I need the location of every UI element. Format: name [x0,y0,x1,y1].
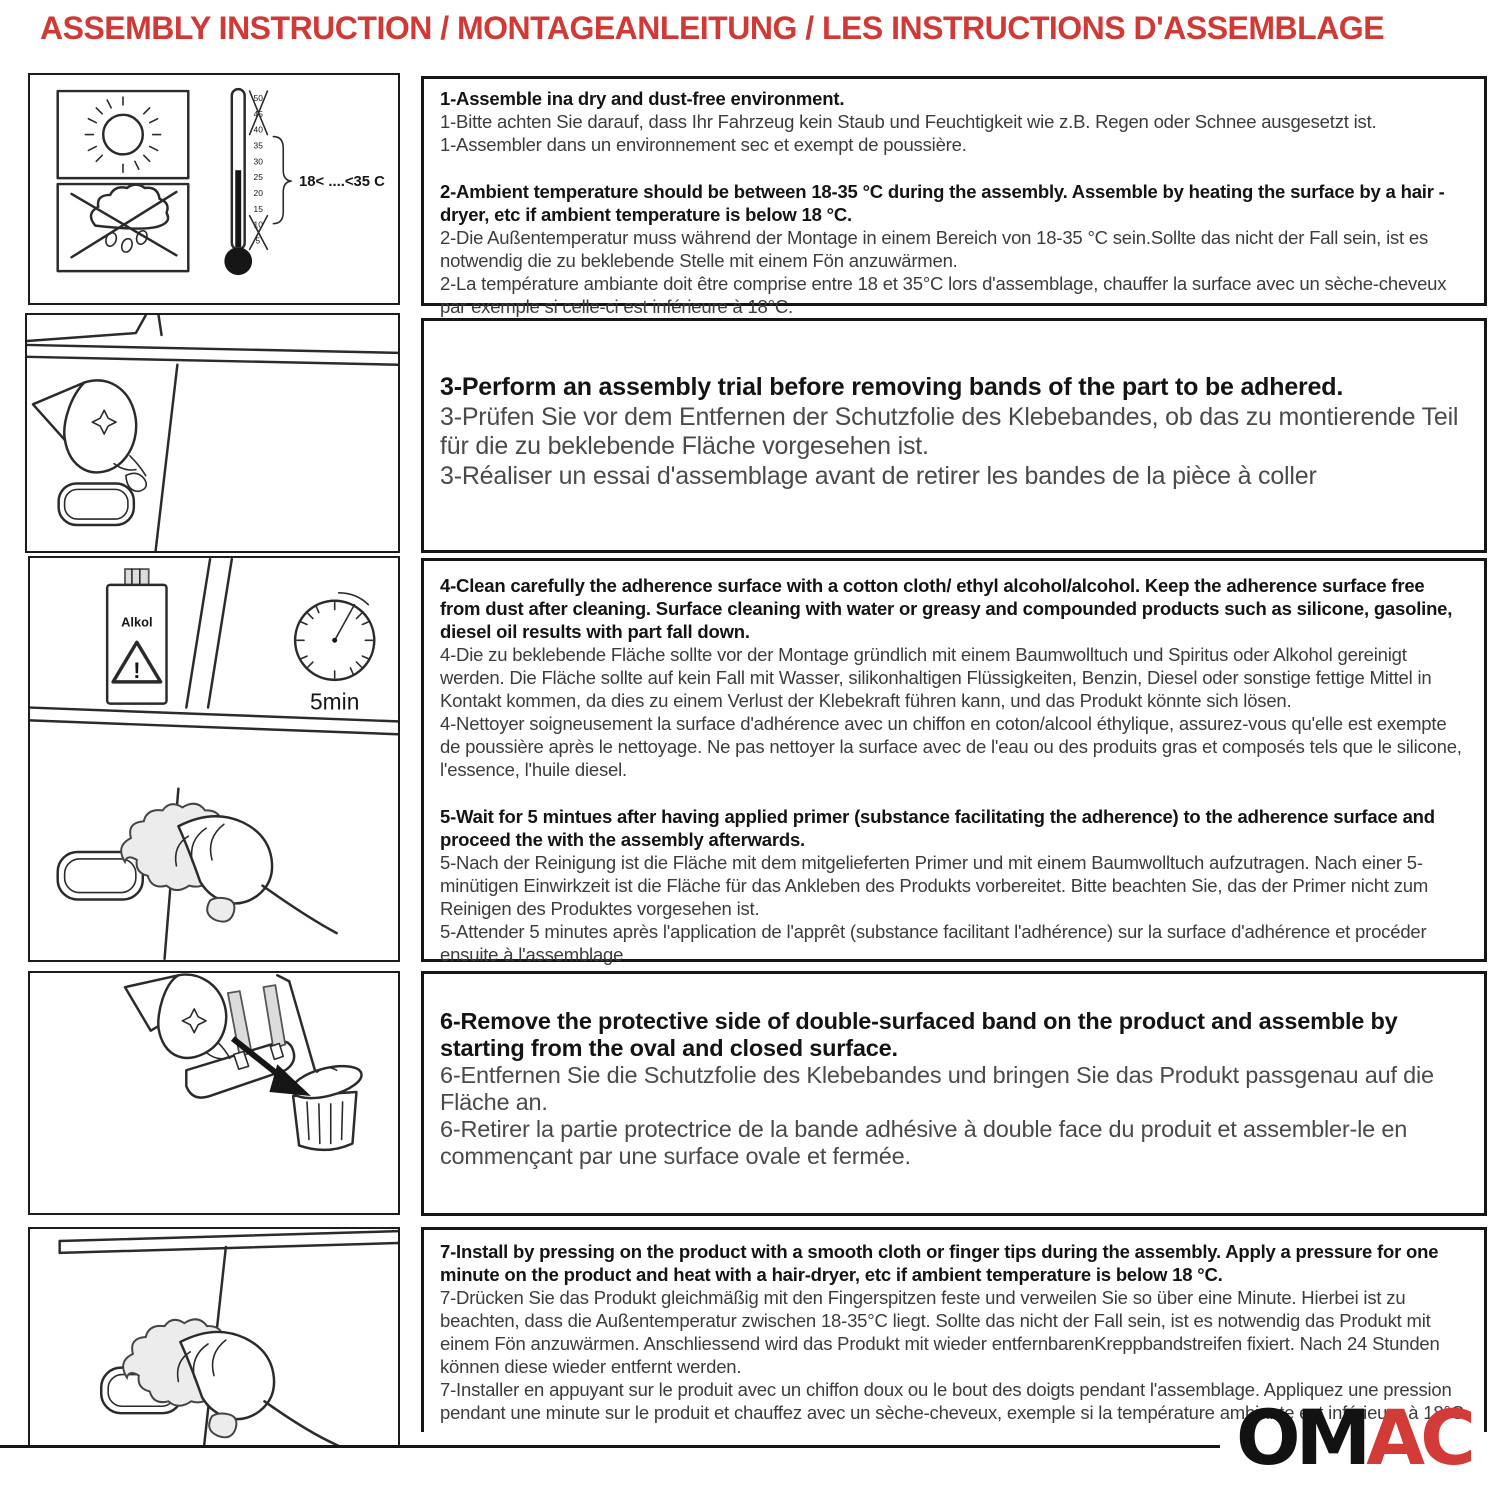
step1-fr: 1-Assembler dans un environnement sec et exempt de poussière. [440,134,967,155]
illustration-clean-surface [28,556,400,962]
trash-can-icon [289,1060,365,1150]
svg-text:25: 25 [253,172,263,183]
step4-fr: 4-Nettoyer soigneusement la surface d'adhérence avec un chiffon en coton/alcool éthylique, assurez-vous qu'elle est exempte de poussière après le nettoyage. Ne pas nettoyer la surface avec de l'eau ou des produits gras et composés tels que le silicone, l'essence, l'huile diesel. [440,713,1462,780]
wait-time-label: 5min [310,688,360,715]
step2-en: 2-Ambient temperature should be between 18-35 °C during the assembly. Assemble by heating the surface by a hair -dryer, etc if ambient temperature is below 18 °C. [440,181,1445,225]
door-handle-sketch [58,852,143,899]
thermometer-scale [254,93,264,245]
temperature-range-label: 18< ....<35 C [299,174,385,191]
svg-text:10: 10 [253,219,263,230]
arm-line [262,886,336,933]
step1-en: 1-Assemble ina dry and dust-free environment. [440,88,845,109]
illustration-environment-temperature [28,73,400,305]
adhesive-strip [263,985,285,1048]
step4-en: 4-Clean carefully the adherence surface with a cotton cloth/ ethyl alcohol/alcohol. Keep the adherence surface free from dust after cleaning. Surface cleaning with water or greasy and compounded products such as silicone, gasoline, diesel oil results with part fall down. [440,575,1453,642]
instructions-steps-4-5 [421,558,1487,965]
door-trial-sketch [27,315,398,551]
step4-de: 4-Die zu beklebende Fläche sollte vor der Montage gründlich mit einem Baumwolltuch und Spiritus oder Alkohol gereinigt werden. Die Fläche sollte auf kein Fall mit Wasser, silikonhaltigen Flüssigkeiten, Benzin, Diesel oder sonstige fettige Mittel in Kontakt kommen, da dies zu einem Verlust der Klebekraft führen kann, und das Produkt könnte sich lösen. [440,644,1432,711]
alcohol-bottle-icon [107,569,166,704]
clock-icon [295,593,374,680]
hand-sketch [125,975,230,1059]
step6-fr: 6-Retirer la partie protectrice de la bande adhésive à double face du produit et assembler-le en commençant par une surface ovale et fermée. [440,1116,1408,1169]
step3-fr: 3-Réaliser un essai d'assemblage avant de retirer les bandes de la pièce à coller [440,461,1317,490]
step7-de: 7-Drücken Sie das Produkt gleichmäßig mit den Fingerspitzen feste und verweilen Sie so über eine Minute. Hierbei ist zu beachten, dass die Außentemperatur zwischen 18-35°C liegt. Sollte das nicht der Fall sein, ist es notwendig das Produkt mit einem Fön anzuwärmen. Anschliessend wird das Produkt mit wieder entfernbarenKreppbandstreifen fixiert. Nach 24 Stunden können diese wieder entfernt werden. [440,1287,1440,1377]
bottle-label: Alkol [121,614,153,630]
hand-sketch [33,380,146,491]
svg-text:45: 45 [253,108,263,119]
omac-logo [1236,1393,1471,1482]
illustration-assembly-trial [25,313,400,553]
svg-text:15: 15 [253,203,263,214]
omac-logo-red: AC [1366,1393,1471,1482]
svg-text:50: 50 [253,92,263,103]
svg-text:20: 20 [253,187,263,198]
step3-de: 3-Prüfen Sie vor dem Entfernen der Schutzfolie des Klebebandes, ob das zu montierende Teil für die zu beklebende Fläche vorgesehen ist. [440,402,1459,460]
warning-exclamation: ! [133,657,141,683]
door-handle-sketch [59,483,134,525]
svg-text:30: 30 [253,156,263,167]
step7-en: 7-Install by pressing on the product with a smooth cloth or finger tips during the assembly. Apply a pressure for one minute on the product and heat with a hair-dryer, etc if ambient temperature is below 18 °C. [440,1241,1439,1285]
svg-text:5: 5 [255,235,261,246]
instructions-steps-1-2 [421,76,1487,317]
hand-with-cloth-sketch [123,1319,339,1445]
step5-fr: 5-Attender 5 minutes après l'application de l'apprêt (substance facilitant l'adhérence) sur la surface d'adhérence et procéder ensuite à l'assemblage [440,921,1427,965]
step6-de: 6-Entfernen Sie die Schutzfolie des Klebebandes und bringen Sie das Produkt passgenau auf die Fläche an. [440,1062,1434,1115]
remove-band-sketch [30,973,398,1213]
illustration-remove-band [28,971,400,1215]
instructions-step-3 [421,318,1487,553]
step5-de: 5-Nach der Reinigung ist die Fläche mit dem mitgelieferten Primer und mit einem Baumwolltuch aufzutragen. Nach einer 5-minütigen Einwirkzeit ist die Fläche für das Ankleben des Produkts vorbereitet. Bitte beachten Sie, das der Primer nicht zum Reinigen des Produktes vorgesehen ist. [440,852,1429,919]
step1-de: 1-Bitte achten Sie darauf, dass Ihr Fahrzeug kein Staub und Feuchtigkeit wie z.B. Regen oder Schnee ausgesetzt ist. [440,111,1377,132]
sun-icon [85,97,160,172]
bottom-divider [0,1445,1220,1448]
step5-en: 5-Wait for 5 mintues after having applied primer (substance facilitating the adherence) to the adherence surface and proceed the with the assembly afterwards. [440,806,1435,850]
omac-logo-black: OM [1236,1393,1367,1482]
brace [273,137,291,224]
page-title: ASSEMBLY INSTRUCTION / MONTAGEANLEITUNG / LES INSTRUCTIONS D'ASSEMBLAGE [40,10,1385,46]
step6-en: 6-Remove the protective side of double-surfaced band on the product and assemble by starting from the oval and closed surface. [440,1008,1398,1061]
clean-surface-sketch [30,558,398,960]
svg-text:35: 35 [253,140,263,151]
hand-with-cloth-sketch [121,804,337,933]
press-product-sketch [30,1229,398,1446]
step3-en: 3-Perform an assembly trial before removing bands of the part to be adhered. [440,373,1344,401]
step2-de: 2-Die Außentemperatur muss während der Montage in einem Bereich von 18-35 °C sein.Sollte das nicht der Fall sein, ist es notwendig die zu beklebende Stelle mit einem Fön anzuwärmen. [440,227,1429,271]
illustration-press-product [28,1227,400,1448]
thermometer-icon [224,89,291,275]
instructions-step-6 [421,971,1487,1216]
environment-temperature-sketch [30,75,398,303]
arm-line [264,1401,338,1446]
step7-fr: 7-Installer en appuyant sur le produit avec un chiffon doux ou le bout des doigts pendant l'assemblage. Appliquez une pression pendant une minute sur le produit et chauffez avec un sèche-cheveux, exemple si la température ambiante est inférieure à 18°C [440,1379,1464,1423]
no-rain-icon [72,185,177,258]
svg-text:40: 40 [253,124,263,135]
step2-fr: 2-La température ambiante doit être comprise entre 18 et 35°C lors d'assemblage, chauffer la surface avec un sèche-cheveux par exemple si celle-ci est inférieure à 18°C. [440,273,1447,317]
